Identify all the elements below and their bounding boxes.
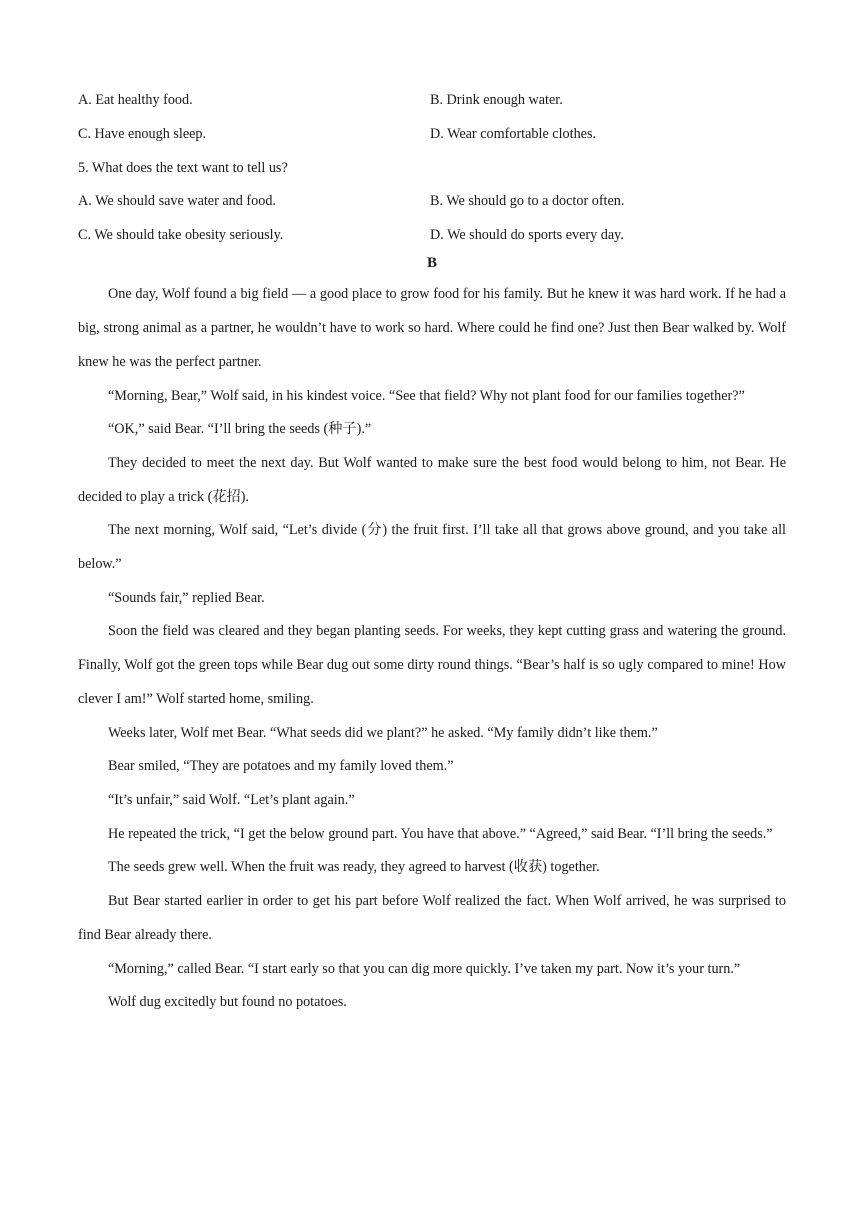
passage-paragraph: One day, Wolf found a big field — a good place to grow food for his family. But he knew it was hard work. If he had a big, strong animal as a partner, he wouldn’t have to work so hard. Where could he find one? Just then Bear walked by. Wolf knew he was the perfect partner. [78,286,786,370]
passage-paragraph: The seeds grew well. When the fruit was ready, they agreed to harvest (收获) together. [108,859,600,876]
q4-option-a: A. Eat healthy food. [78,92,193,109]
section-b-passage [78,278,786,1019]
question-5-stem: 5. What does the text want to tell us? [78,159,288,176]
q4-option-c: C. Have enough sleep. [78,126,207,143]
passage-paragraph: They decided to meet the next day. But Wolf wanted to make sure the best food would belong to him, not Bear. He decided to play a trick (花招). [78,454,786,505]
passage-paragraph: The next morning, Wolf said, “Let’s divide (分) the fruit first. I’ll take all that grows above ground, and you take all below.” [78,522,786,573]
q5-option-b: B. We should go to a doctor often. [430,193,625,210]
q5-option-c: C. We should take obesity seriously. [78,227,284,244]
q4-options-row-2 [78,118,786,152]
q5-options-row-2 [78,219,786,253]
passage-paragraph: Bear smiled, “They are potatoes and my family loved them.” [108,758,454,775]
passage-paragraph: But Bear started earlier in order to get his part before Wolf realized the fact. When Wolf arrived, he was surprised to find Bear already there. [78,893,786,943]
passage-paragraph: “Sounds fair,” replied Bear. [108,589,265,606]
passage-paragraph: “Morning,” called Bear. “I start early so that you can dig more quickly. I’ve taken my part. Now it’s your turn.” [108,960,741,977]
q5-option-a: A. We should save water and food. [78,193,276,210]
section-b-heading: B [426,254,437,271]
passage-paragraph: He repeated the trick, “I get the below ground part. You have that above.” “Agreed,” said Bear. “I’ll bring the seeds.” [108,825,773,842]
q4-option-b: B. Drink enough water. [430,92,563,109]
q5-option-d: D. We should do sports every day. [430,227,624,244]
passage-paragraph: Soon the field was cleared and they began planting seeds. For weeks, they kept cutting grass and watering the ground. Finally, Wolf got the green tops while Bear dug out some dirty round things. “Bear’s half is so ugly compared to mine! How clever I am!” Wolf started home, smiling. [78,623,786,707]
passage-paragraph: “It’s unfair,” said Wolf. “Let’s plant again.” [108,791,355,808]
q5-options-row-1 [78,185,786,219]
q4-option-d: D. Wear comfortable clothes. [430,126,597,143]
q4-options-row-1 [78,84,786,118]
passage-paragraph: “Morning, Bear,” Wolf said, in his kindest voice. “See that field? Why not plant food for our families together?” [108,387,745,404]
passage-paragraph: Weeks later, Wolf met Bear. “What seeds did we plant?” he asked. “My family didn’t like them.” [108,724,658,741]
passage-paragraph: Wolf dug excitedly but found no potatoes. [108,994,347,1011]
passage-paragraph: “OK,” said Bear. “I’ll bring the seeds (种子).” [108,421,372,438]
document-page [78,84,786,1020]
